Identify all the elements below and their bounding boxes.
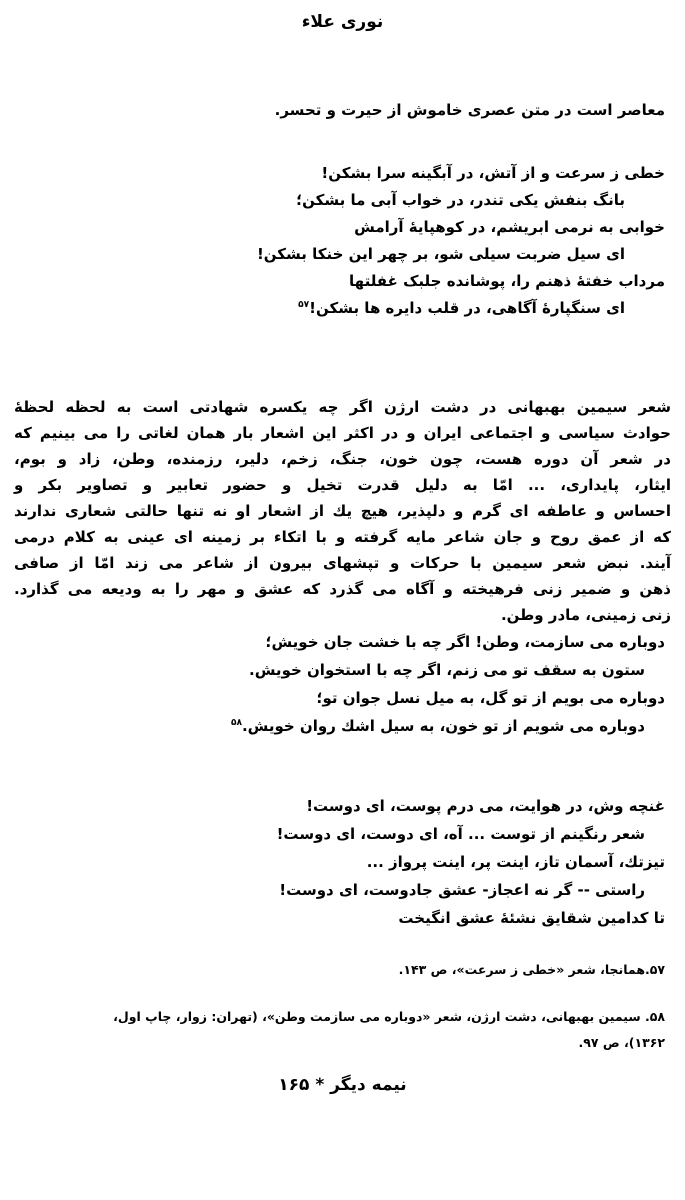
poem-line: بانگ بنفش یکی تندر، در خواب آبی ما بشکن؛ bbox=[296, 191, 625, 209]
running-foot: نیمه دیگر * ۱۶۵ bbox=[278, 1075, 407, 1095]
running-head: نوری علاء bbox=[301, 12, 384, 32]
prose-line: ایثار، پایداری، ... امّا به دلیل قدرت تخیل و حضور تعابیر و تصاویر بکر و bbox=[14, 476, 671, 494]
poem-line: دوباره می شویم از تو خون، به سیل اشك روان خویش.$^{۵۸}$ bbox=[230, 717, 645, 735]
poem-line: غنچه وش، در هوایت، می درم پوست، ای دوست! bbox=[306, 797, 665, 815]
poem-line: شعر رنگینم از توست ... آه، ای دوست، ای دوست! bbox=[276, 825, 645, 843]
poem-line: ای سیل ضربت سیلی شو، بر چهر این خنکا بشکن! bbox=[256, 245, 625, 263]
poem-line: راستی -- گر نه اعجاز- عشق جادوست، ای دوست! bbox=[279, 881, 645, 899]
prose-line: احساس و عاطفه ای گرم و دلپذیر، هیچ یك از اشعار او نه تنها حالتی شعاری ندارند bbox=[14, 502, 671, 520]
poem-line: ای سنگپارهٔ آگاهی، در قلب دایره ها بشکن!$^{۵۷}$ bbox=[298, 299, 625, 317]
footnote-58: ۵۸. سیمین بهبهانی، دشت ارژن، شعر «دوباره می سازمت وطن»، (تهران: زوار، چاپ اول، bbox=[113, 1009, 665, 1024]
intro-line: معاصر است در متن عصری خاموش از حیرت و تحسر. bbox=[274, 101, 665, 119]
prose-line: آیند. نبض شعر سیمین با حرکات و تپشهای بیرون از شاعر می زند امّا از صافی bbox=[14, 554, 671, 572]
poem-line: ستون به سقف تو می زنم، اگر چه با استخوان خویش. bbox=[249, 661, 645, 679]
footnote-mark: ۵۷ bbox=[298, 300, 310, 310]
poem-line: تیزتك، آسمان تاز، اینت پر، اینت پرواز ... bbox=[366, 853, 665, 871]
prose-line: در شعر آن دوره هست، چون خون، جنگ، زخم، دلیر، رزمنده، وطن، زاد و بوم، bbox=[14, 450, 671, 468]
prose-line: حوادث سیاسی و اجتماعی ایران و در اکثر این اشعار بار همان لغاتی را می بینیم که bbox=[14, 424, 671, 442]
prose-line: شعر سیمین بهبهانی در دشت ارژن اگر چه یکسره شهادتی است به لحظه لحظهٔ bbox=[14, 398, 671, 416]
poem-line: دوباره می سازمت، وطن! اگر چه با خشت جان خویش؛ bbox=[265, 633, 665, 651]
prose-line: زنی زمینی، مادر وطن. bbox=[500, 606, 671, 624]
poem-line: دوباره می بویم از تو گل، به میل نسل جوان تو؛ bbox=[316, 689, 665, 707]
footnote-mark: ۵۸ bbox=[230, 718, 242, 728]
prose-line: ذهن و ضمیر زنی فرهیخته و آگاه می گذرد که عشق و مهر را به ودیعه می گذارد. bbox=[14, 580, 671, 598]
poem-line: خوابی به نرمی ابریشم، در کوهپایهٔ آرامش bbox=[354, 218, 665, 236]
poem-line: مرداب خفتهٔ ذهنم را، پوشانده جلبک غفلتها bbox=[349, 272, 665, 290]
footnote-57: ۵۷.همانجا، شعر «خطی ز سرعت»، ص ۱۴۳. bbox=[398, 962, 665, 977]
prose-line: که از عمق روح و جان شاعر مایه گرفته و با اتکاء بر زمینه ای عینی به کلام درمی bbox=[14, 528, 671, 546]
poem-line: خطی ز سرعت و از آتش، در آبگینه سرا بشکن! bbox=[321, 164, 665, 182]
footnote-58-continued: ۱۳۶۲)، ص ۹۷. bbox=[578, 1035, 665, 1050]
poem-line: تا کدامین شقایق نشئهٔ عشق انگیخت bbox=[398, 909, 665, 927]
